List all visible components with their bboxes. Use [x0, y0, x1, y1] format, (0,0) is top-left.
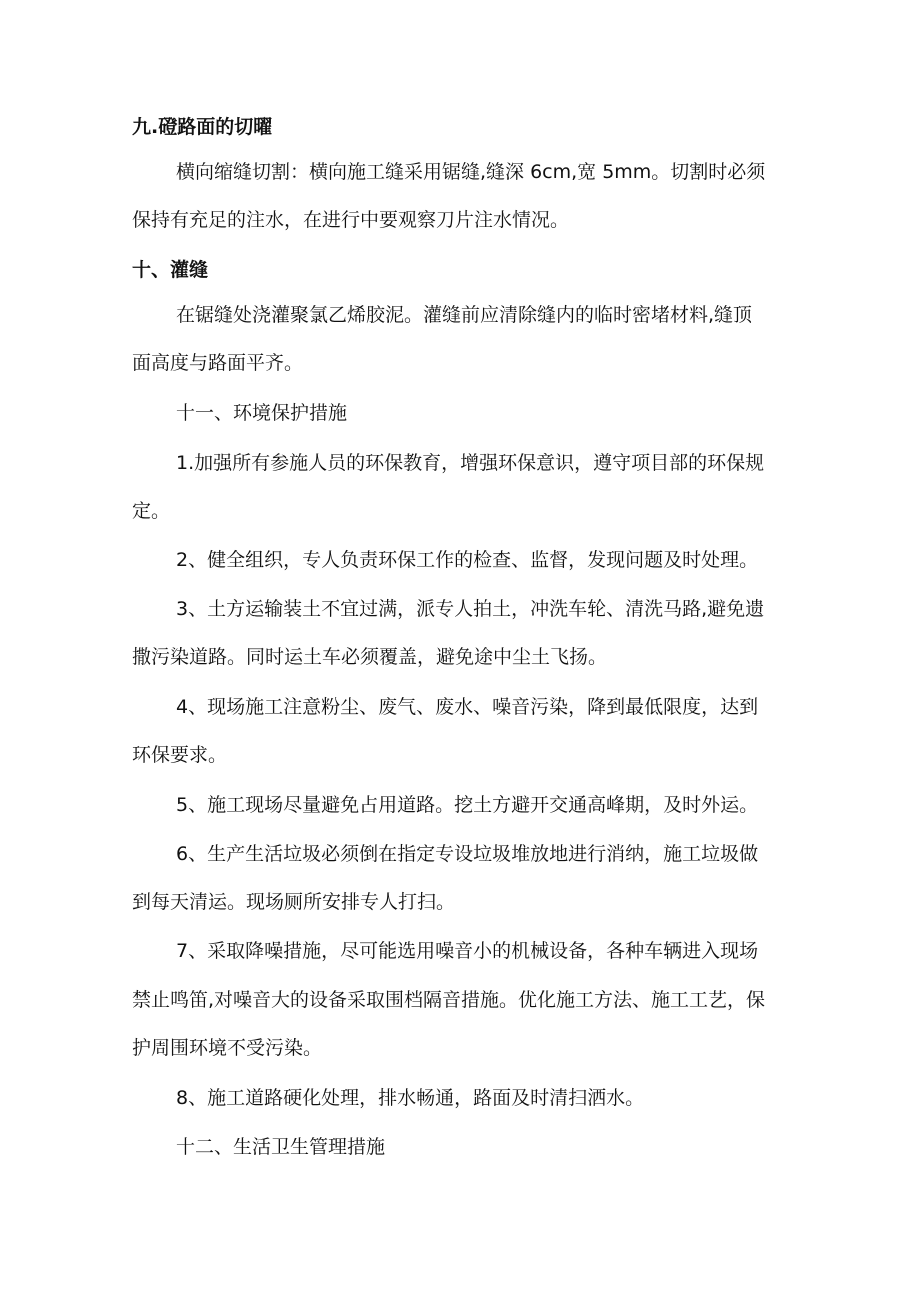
section-10-paragraph-line-1: 在锯缝处浇灌聚氯乙烯胶泥。灌缝前应清除缝内的临时密堵材料,缝顶 — [176, 304, 753, 326]
list-item-7-line-2: 禁止鸣笛,对噪音大的设备采取围档隔音措施。优化施工方法、施工工艺，保 — [132, 989, 766, 1011]
list-item-7-line-1: 7、采取降噪措施，尽可能选用噪音小的机械设备，各种车辆进入现场 — [176, 940, 759, 962]
section-9-paragraph-line-2: 保持有充足的注水，在进行中要观察刀片注水情况。 — [132, 209, 570, 231]
list-item-5-line-1: 5、施工现场尽量避免占用道路。挖土方避开交通高峰期，及时外运。 — [176, 794, 759, 816]
list-item-6-line-2: 到每天清运。现场厕所安排专人打扫。 — [132, 891, 456, 913]
list-item-4-line-1: 4、现场施工注意粉尘、废气、废水、噪音污染，降到最低限度，达到 — [176, 696, 759, 718]
section-9-heading: 九.磴路面的切曜 — [132, 116, 273, 138]
list-item-6-line-1: 6、生产生活垃圾必须倒在指定专设垃圾堆放地进行消纳，施工垃圾做 — [176, 843, 759, 865]
section-9-paragraph-line-1: 横向缩缝切割：横向施工缝采用锯缝,缝深 6cm,宽 5mm。切割时必须 — [176, 161, 766, 183]
list-item-8-line-1: 8、施工道路硬化处理，排水畅通，路面及时清扫洒水。 — [176, 1087, 645, 1109]
list-item-1-line-2: 定。 — [132, 500, 171, 522]
list-item-1-line-1: 1.加强所有参施人员的环保教育，增强环保意识，遵守项目部的环保规 — [176, 452, 765, 474]
list-item-2-line-1: 2、健全组织，专人负责环保工作的检查、监督，发现问题及时处理。 — [176, 549, 759, 571]
list-item-3-line-2: 撒污染道路。同时运土车必须覆盖，避免途中尘土飞扬。 — [132, 646, 608, 668]
section-10-paragraph-line-2: 面高度与路面平齐。 — [132, 352, 304, 374]
list-item-3-line-1: 3、土方运输装土不宜过满，派专人拍土，冲洗车轮、清洗马路,避免遗 — [176, 598, 765, 620]
list-item-4-line-2: 环保要求。 — [132, 744, 228, 766]
section-10-heading: 十、灌缝 — [132, 259, 209, 281]
section-12-heading: 十二、生活卫生管理措施 — [176, 1136, 386, 1158]
section-11-heading: 十一、环境保护措施 — [176, 402, 348, 424]
list-item-7-line-3: 护周围环境不受污染。 — [132, 1037, 323, 1059]
